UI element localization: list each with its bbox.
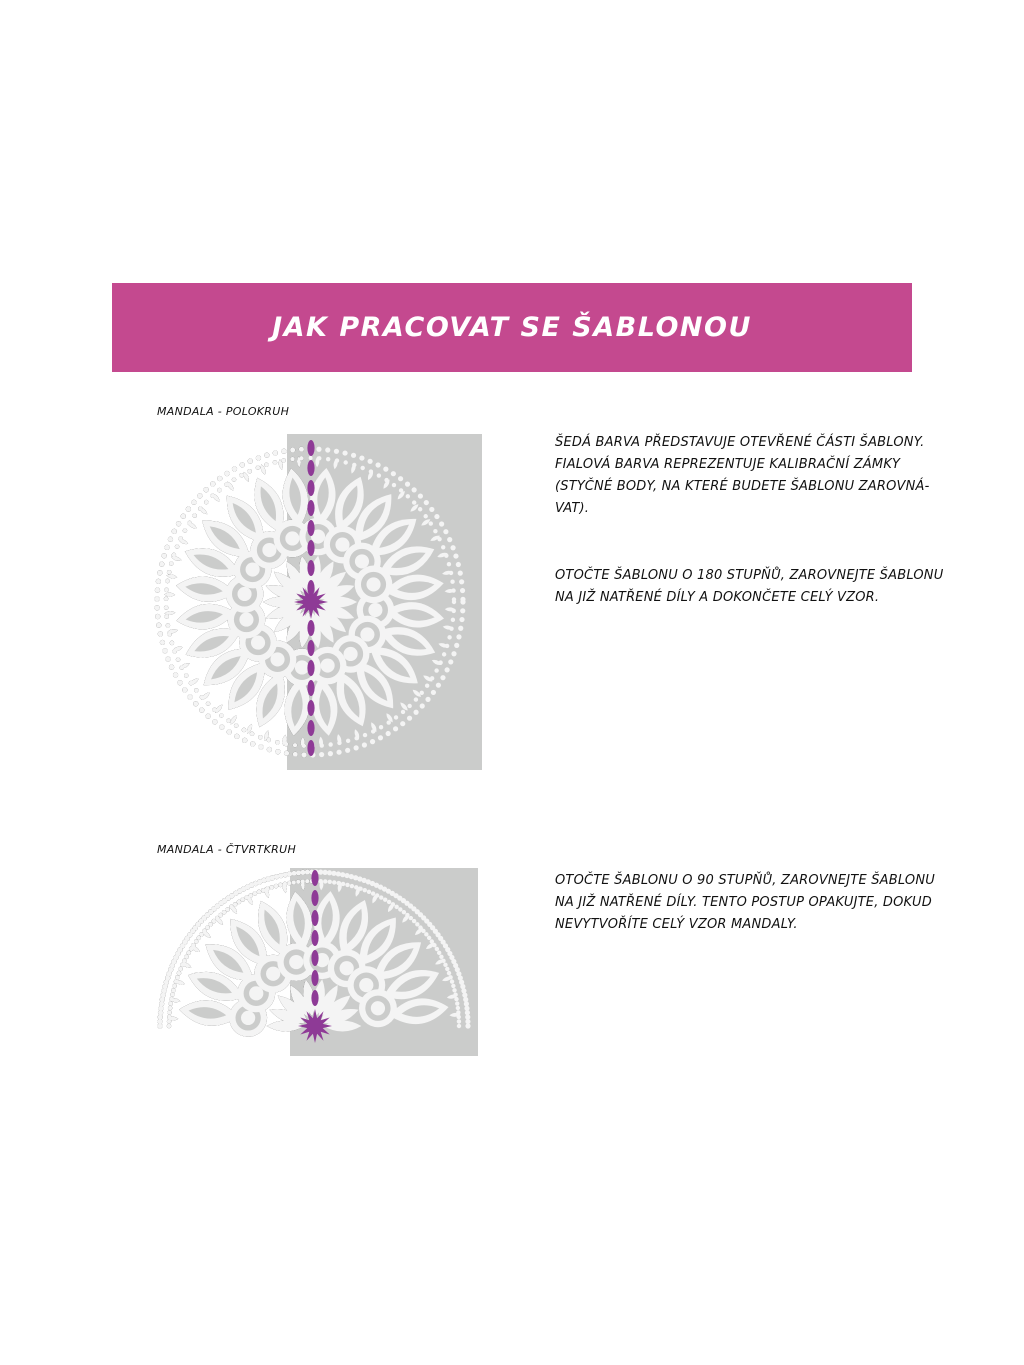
quarter-mandala-figure [152,866,487,1061]
section-label-half: MANDALA - POLOKRUH [157,405,290,418]
text-line: OTOČTE ŠABLONU O 180 STUPŇŮ, ZAROVNEJTE ŠABLONU [555,568,944,583]
instruction-quarter-rotate [555,870,935,936]
half-mandala-stencil-icon [152,432,487,772]
instruction-half-rotate [555,565,943,609]
section-label-quarter: MANDALA - ČTVRTKRUH [157,843,297,856]
text-line: NA JIŽ NATŘENÉ DÍLY A DOKONČETE CELÝ VZOR. [555,590,880,605]
instruction-half-intro [555,432,930,520]
quarter-mandala-stencil-icon [152,866,487,1061]
text-line: OTOČTE ŠABLONU O 90 STUPŇŮ, ZAROVNEJTE ŠABLONU [555,873,935,888]
title-banner [112,283,912,372]
text-line: NEVYTVOŘÍTE CELÝ VZOR MANDALY. [555,917,798,932]
page-title: JAK PRACOVAT SE ŠABLONOU [272,312,752,343]
text-line: ŠEDÁ BARVA PŘEDSTAVUJE OTEVŘENÉ ČÁSTI ŠABLONY. [555,435,925,450]
text-line: NA JIŽ NATŘENÉ DÍLY. TENTO POSTUP OPAKUJTE, DOKUD [555,895,932,910]
text-line: (STYČNÉ BODY, NA KTERÉ BUDETE ŠABLONU ZAROVNÁ- [555,479,930,494]
text-line: FIALOVÁ BARVA REPREZENTUJE KALIBRAČNÍ ZÁMKY [555,457,901,472]
half-mandala-figure [152,432,487,772]
text-line: VAT). [555,501,590,516]
